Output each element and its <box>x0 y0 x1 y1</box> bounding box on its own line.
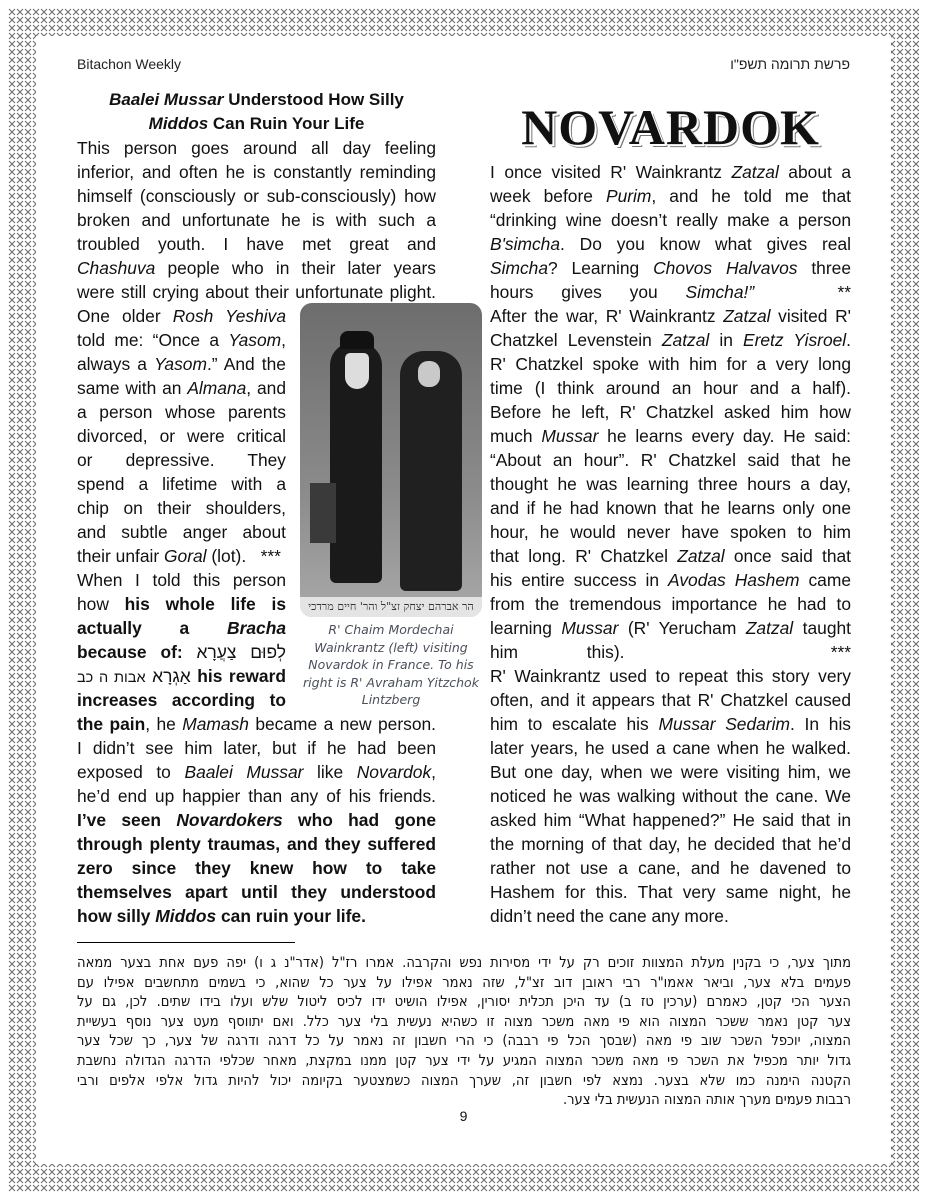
text-line: chip on their shoulders, <box>77 498 286 518</box>
text-line: exposed to Baalei Mussar like Novardok, <box>77 762 436 782</box>
text-line: Hashem for this. That very same night, he <box>490 882 851 902</box>
text-line: I once visited R' Wainkrantz Zatzal about a <box>490 162 851 182</box>
text-line: how his whole life is <box>77 594 286 614</box>
title-line: Baalei Mussar Understood How Silly <box>109 90 404 109</box>
text-line: increases according to <box>77 690 286 710</box>
photo-caption: R' Chaim Mordechai Wainkrantz (left) visiting Novardok in France. To his right is R' Avraham Yitzchok Lintzberg <box>303 622 479 707</box>
text-line: week before Purim, and he told me that <box>490 186 851 206</box>
text-line: גדול יותר מכפיל את השכר פי מאה משכר המצוה המגיע על ידי צער קטן ממנו במקצת, מאחר שכלפי הדרגה הגדולה נחשבת <box>77 1052 851 1069</box>
text-line: One older Rosh Yeshiva <box>77 306 286 326</box>
text-line: troubled youth. I have met great and <box>77 234 436 254</box>
text-line: hours gives you Simcha!” ** <box>490 282 851 302</box>
text-line: much Mussar he learns every day. He said: <box>490 426 851 446</box>
text-line: and if he had known that he learns only one <box>490 498 851 518</box>
page-number: 9 <box>459 1108 468 1124</box>
text-line: R' Chatzkel spoke with him for a very long <box>490 354 851 374</box>
text-line: actually a Bracha <box>77 618 286 638</box>
text-line: that long. R' Chatzkel Zatzal once said that <box>490 546 851 566</box>
text-line: the morning of that day, he decided that he’d <box>490 834 851 854</box>
text-line: their unfair Goral (lot). *** <box>77 546 281 566</box>
text-line: often, and it appears that R' Chatzkel caused <box>490 690 851 710</box>
text-line: told me: “Once a Yasom, <box>77 330 286 350</box>
text-line: צער קטן נאמר ששכר המצוה הוא פי מאה משכר מצוה זו כשהיא נעשית בלי צער כלל. ואם יתווסף מעט צער נוסף בעשיית <box>77 1012 851 1030</box>
text-line: divorced, or were critical <box>77 426 286 446</box>
text-line: from the tremendous importance he had to <box>490 594 851 614</box>
text-line: אַגְרָא אבות ה כב his reward <box>77 666 286 686</box>
text-line: פעמים בלא צער, וביאר אאמו"ר רבי ראובן דוב זצ"ל, שזה נאמר אפילו על צער כל שהוא, כי בשמים מתחשבים אפילו עם <box>77 973 851 991</box>
text-line: Chatzkel Levenstein Zatzal in Eretz Yisroel. <box>490 330 851 350</box>
text-line: and subtle anger about <box>77 522 286 542</box>
text-line: himself (consciously or sub-consciously) how <box>77 186 436 206</box>
text-line: רבבות פעמים מערך אותה המצוה הנעשית בלי צער. <box>562 1091 851 1109</box>
text-line: spend a lifetime with a <box>77 474 286 494</box>
photo-rabbis-walking <box>300 303 482 617</box>
text-line: were still crying about their unfortunate plight. <box>77 282 436 302</box>
text-line: his entire success in Avodas Hashem came <box>490 570 851 590</box>
right-article-title: NOVARDOK <box>521 99 820 155</box>
text-line: Simcha? Learning Chovos Halvavos three <box>490 258 851 278</box>
text-line: he’d end up happier than any of his friends. <box>77 786 436 806</box>
text-line: המצוה, יוכפל השכר שוב פי מאה (שבסך הכל פי רבבה) כי הרי חשבון זה נאמר על כל דרגה ודרגה של צער, כך שכל צער <box>77 1032 851 1050</box>
text-line: him this). *** <box>490 642 851 662</box>
text-line: Before he left, R' Chatzkel asked him how <box>490 402 851 422</box>
text-line: thought he was learning three hours a day, <box>490 474 851 494</box>
text-line: themselves apart until they understood <box>77 882 436 902</box>
text-line: “drinking wine doesn’t really make a person <box>490 210 851 230</box>
text-line: how silly Middos can ruin your life. <box>77 906 366 926</box>
text-line: a person whose parents <box>77 402 286 422</box>
text-line: מתוך צער, כי בקנין מעלת המצוות זוכים רק על ידי מסירות נפש והקרבה. אמרו רז"ל (אדר"נ ג ו) יפה פעם אחת בצער ממאה <box>77 954 851 971</box>
text-line: R' Wainkrantz used to repeat this story very <box>490 666 851 686</box>
parsha-header: פרשת תרומה תשפ"ו <box>730 56 850 72</box>
text-line: time (I think around an hour and a half). <box>490 378 851 398</box>
text-line: But one day, when we were visiting him, we <box>490 762 851 782</box>
text-line: When I told this person <box>77 570 286 590</box>
text-line: rather not use a cane, and he davened to <box>490 858 851 878</box>
title-line: Middos Can Ruin Your Life <box>148 114 365 133</box>
text-line: learning Mussar (R' Yerucham Zatzal taught <box>490 618 851 638</box>
text-line: I’ve seen Novardokers who had gone <box>77 810 436 830</box>
text-line: B'simcha. Do you know what gives real <box>490 234 851 254</box>
text-line: noticed he was walking without the cane. We <box>490 786 851 806</box>
text-line: “About an hour”. R' Chatzkel said that he <box>490 450 851 470</box>
text-line: always a Yasom.” And the <box>77 354 286 374</box>
text-line: inferior, and often he is constantly reminding <box>77 162 436 182</box>
text-line: I didn’t see him later, but if he had been <box>77 738 436 758</box>
text-line: asked him “What happened?” He said that in <box>490 810 851 830</box>
text-line: zero since they knew how to take <box>77 858 436 878</box>
photo-hebrew-label: הר אברהם יצחק זצ"ל והר' חיים מרדכי <box>300 597 482 617</box>
text-line: broken and unfortunate he is with such a <box>77 210 436 230</box>
text-line: him to escalate his Mussar Sedarim. In his <box>490 714 851 734</box>
text-line: This person goes around all day feeling <box>77 138 436 158</box>
text-line: didn’t need the cane any more. <box>490 906 729 926</box>
text-line: After the war, R' Wainkrantz Zatzal visited R' <box>490 306 851 326</box>
text-line: Chashuva people who in their later years <box>77 258 436 278</box>
footnote-separator <box>77 942 295 943</box>
text-line: hour, he would never have spoken to him <box>490 522 851 542</box>
text-line: הצער הכי קטן, כאמרם (ערכין טז ב) עד היכן תכלית יסורין, אפילו הושיט ידו לכיס ליטול שלש ועלו בידו שתים. לכן, גם על <box>77 993 851 1011</box>
text-line: or depressive. They <box>77 450 286 470</box>
text-line: the pain, he Mamash became a new person. <box>77 714 436 734</box>
publication-name: Bitachon Weekly <box>77 56 182 72</box>
text-line: because of: לְפוּם צַעֲרָא <box>77 642 286 662</box>
text-line: later years, he used a cane when he walked. <box>490 738 851 758</box>
text-line: same with an Almana, and <box>77 378 286 398</box>
text-line: through plenty traumas, and they suffered <box>77 834 436 854</box>
text-line: הקטנה הימנה כמו שלא בצער. נמצא לפי חשבון זה, שערך המצוה כשמצטער בקיומה יכול להיות גדול אלפי אלפים ורבי <box>77 1071 851 1089</box>
